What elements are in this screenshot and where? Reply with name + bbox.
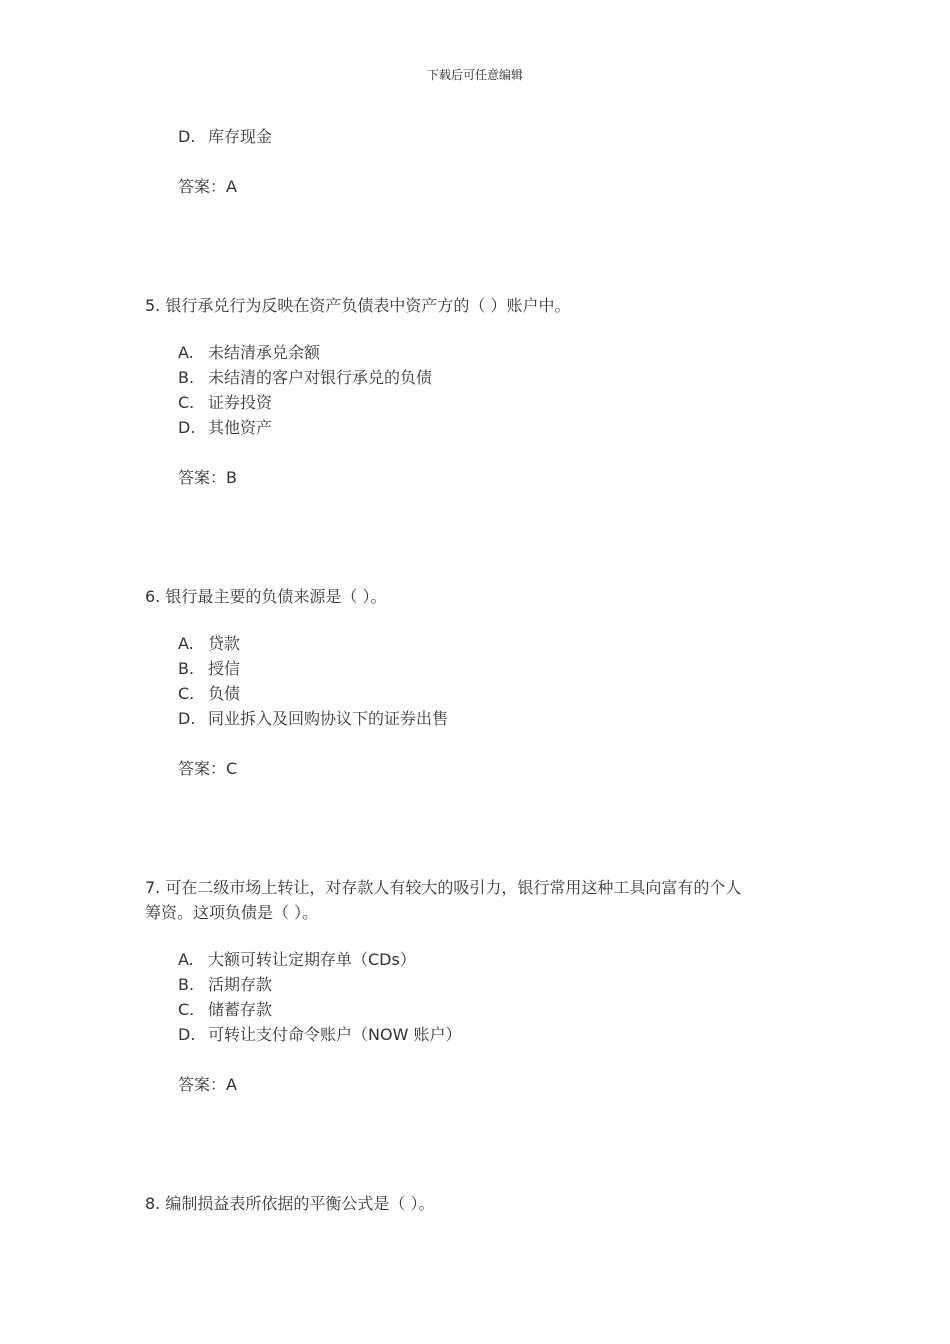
q7-option-d: D. 可转让支付命令账户（NOW 账户） [178, 1025, 462, 1044]
q5-option-d: D. 其他资产 [178, 418, 273, 437]
q6-option-c: C. 负债 [178, 684, 241, 703]
q7-answer: 答案：A [178, 1075, 237, 1094]
q5-option-c: C. 证券投资 [178, 393, 273, 412]
q7-question-line2: 筹资。这项负债是（ ）。 [145, 903, 319, 922]
q4-answer: 答案：A [178, 177, 237, 196]
q6-options [178, 631, 448, 731]
q7-question-line1: 7. 可在二级市场上转让，对存款人有较大的吸引力，银行常用这种工具向富有的个人 [145, 878, 742, 897]
q8-question: 8. 编制损益表所依据的平衡公式是（ ）。 [145, 1194, 435, 1213]
q6-option-b: B. 授信 [178, 659, 241, 678]
q7-question [145, 875, 741, 925]
q7-options [178, 947, 461, 1047]
q7-option-c: C. 储蓄存款 [178, 1000, 273, 1019]
q6-option-d: D. 同业拆入及回购协议下的证券出售 [178, 709, 449, 728]
q6-question: 6. 银行最主要的负债来源是（ ）。 [145, 587, 387, 606]
q7-option-a: A. 大额可转让定期存单（CDs） [178, 950, 416, 969]
q4-option-d: D. 库存现金 [178, 127, 273, 146]
page-header: 下载后可任意编辑 [426, 68, 523, 82]
q5-question: 5. 银行承兑行为反映在资产负债表中资产方的（ ）账户中。 [145, 296, 571, 315]
q5-answer: 答案：B [178, 468, 237, 487]
q6-answer: 答案：C [178, 759, 238, 778]
q5-option-b: B. 未结清的客户对银行承兑的负债 [178, 368, 433, 387]
q4-options [178, 124, 272, 149]
q7-option-b: B. 活期存款 [178, 975, 273, 994]
q6-option-a: A. 贷款 [178, 634, 241, 653]
q5-option-a: A. 未结清承兑余额 [178, 343, 321, 362]
q5-options [178, 340, 432, 440]
